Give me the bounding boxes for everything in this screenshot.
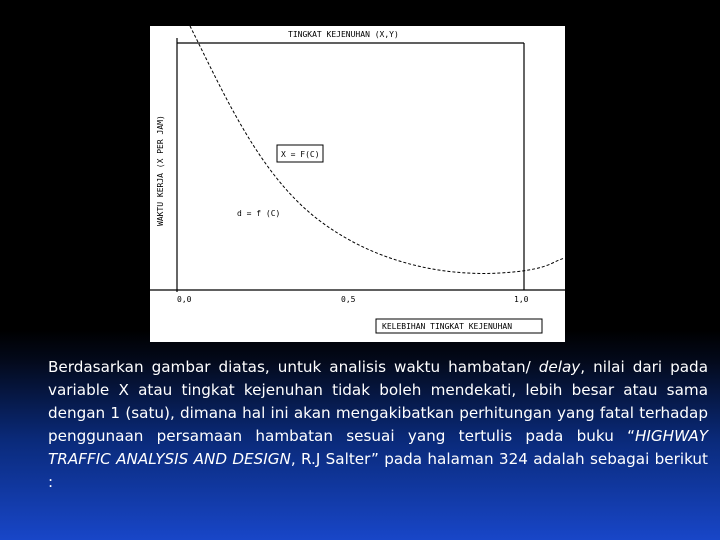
y-axis-label: WAKTU KERJA (X PER JAM) [156, 115, 165, 226]
x-axis-label: KELEBIHAN TINGKAT KEJENUHAN [382, 322, 513, 331]
caption-text: Berdasarkan gambar diatas, untuk analisis waktu hambatan/ [48, 358, 539, 376]
figure-canvas [150, 26, 565, 342]
box-label: X = F(C) [281, 150, 320, 159]
x-tick-label: 1,0 [514, 295, 529, 304]
x-tick-label: 0,0 [177, 295, 192, 304]
caption-text: pada halaman 324 adalah sebagai berikut : [48, 450, 708, 491]
caption-book-title: HIGHWAY TRAFFIC ANALYSIS AND DESIGN [48, 427, 708, 468]
open-quote: “ [627, 427, 635, 445]
caption-paragraph [48, 356, 708, 494]
curve-label: d = f (C) [237, 209, 281, 218]
traffic-delay-figure [150, 26, 565, 342]
delay-curve [190, 26, 565, 273]
top-label: TINGKAT KEJENUHAN (X,Y) [288, 30, 399, 39]
caption-author: , R.J Salter [290, 450, 372, 468]
x-tick-label: 0,5 [341, 295, 356, 304]
caption-text: , nilai dari pada variable X atau tingkat kejenuhan tidak boleh mendekati, lebih besar atau sama dengan 1 (satu), dimana hal ini akan mengakibatkan perhitungan yang fatal terhadap penggunaan persamaan hambatan sesuai yang tertulis pada buku [48, 358, 708, 445]
close-quote: ” [371, 450, 379, 468]
caption-delay-term: delay [538, 358, 581, 376]
